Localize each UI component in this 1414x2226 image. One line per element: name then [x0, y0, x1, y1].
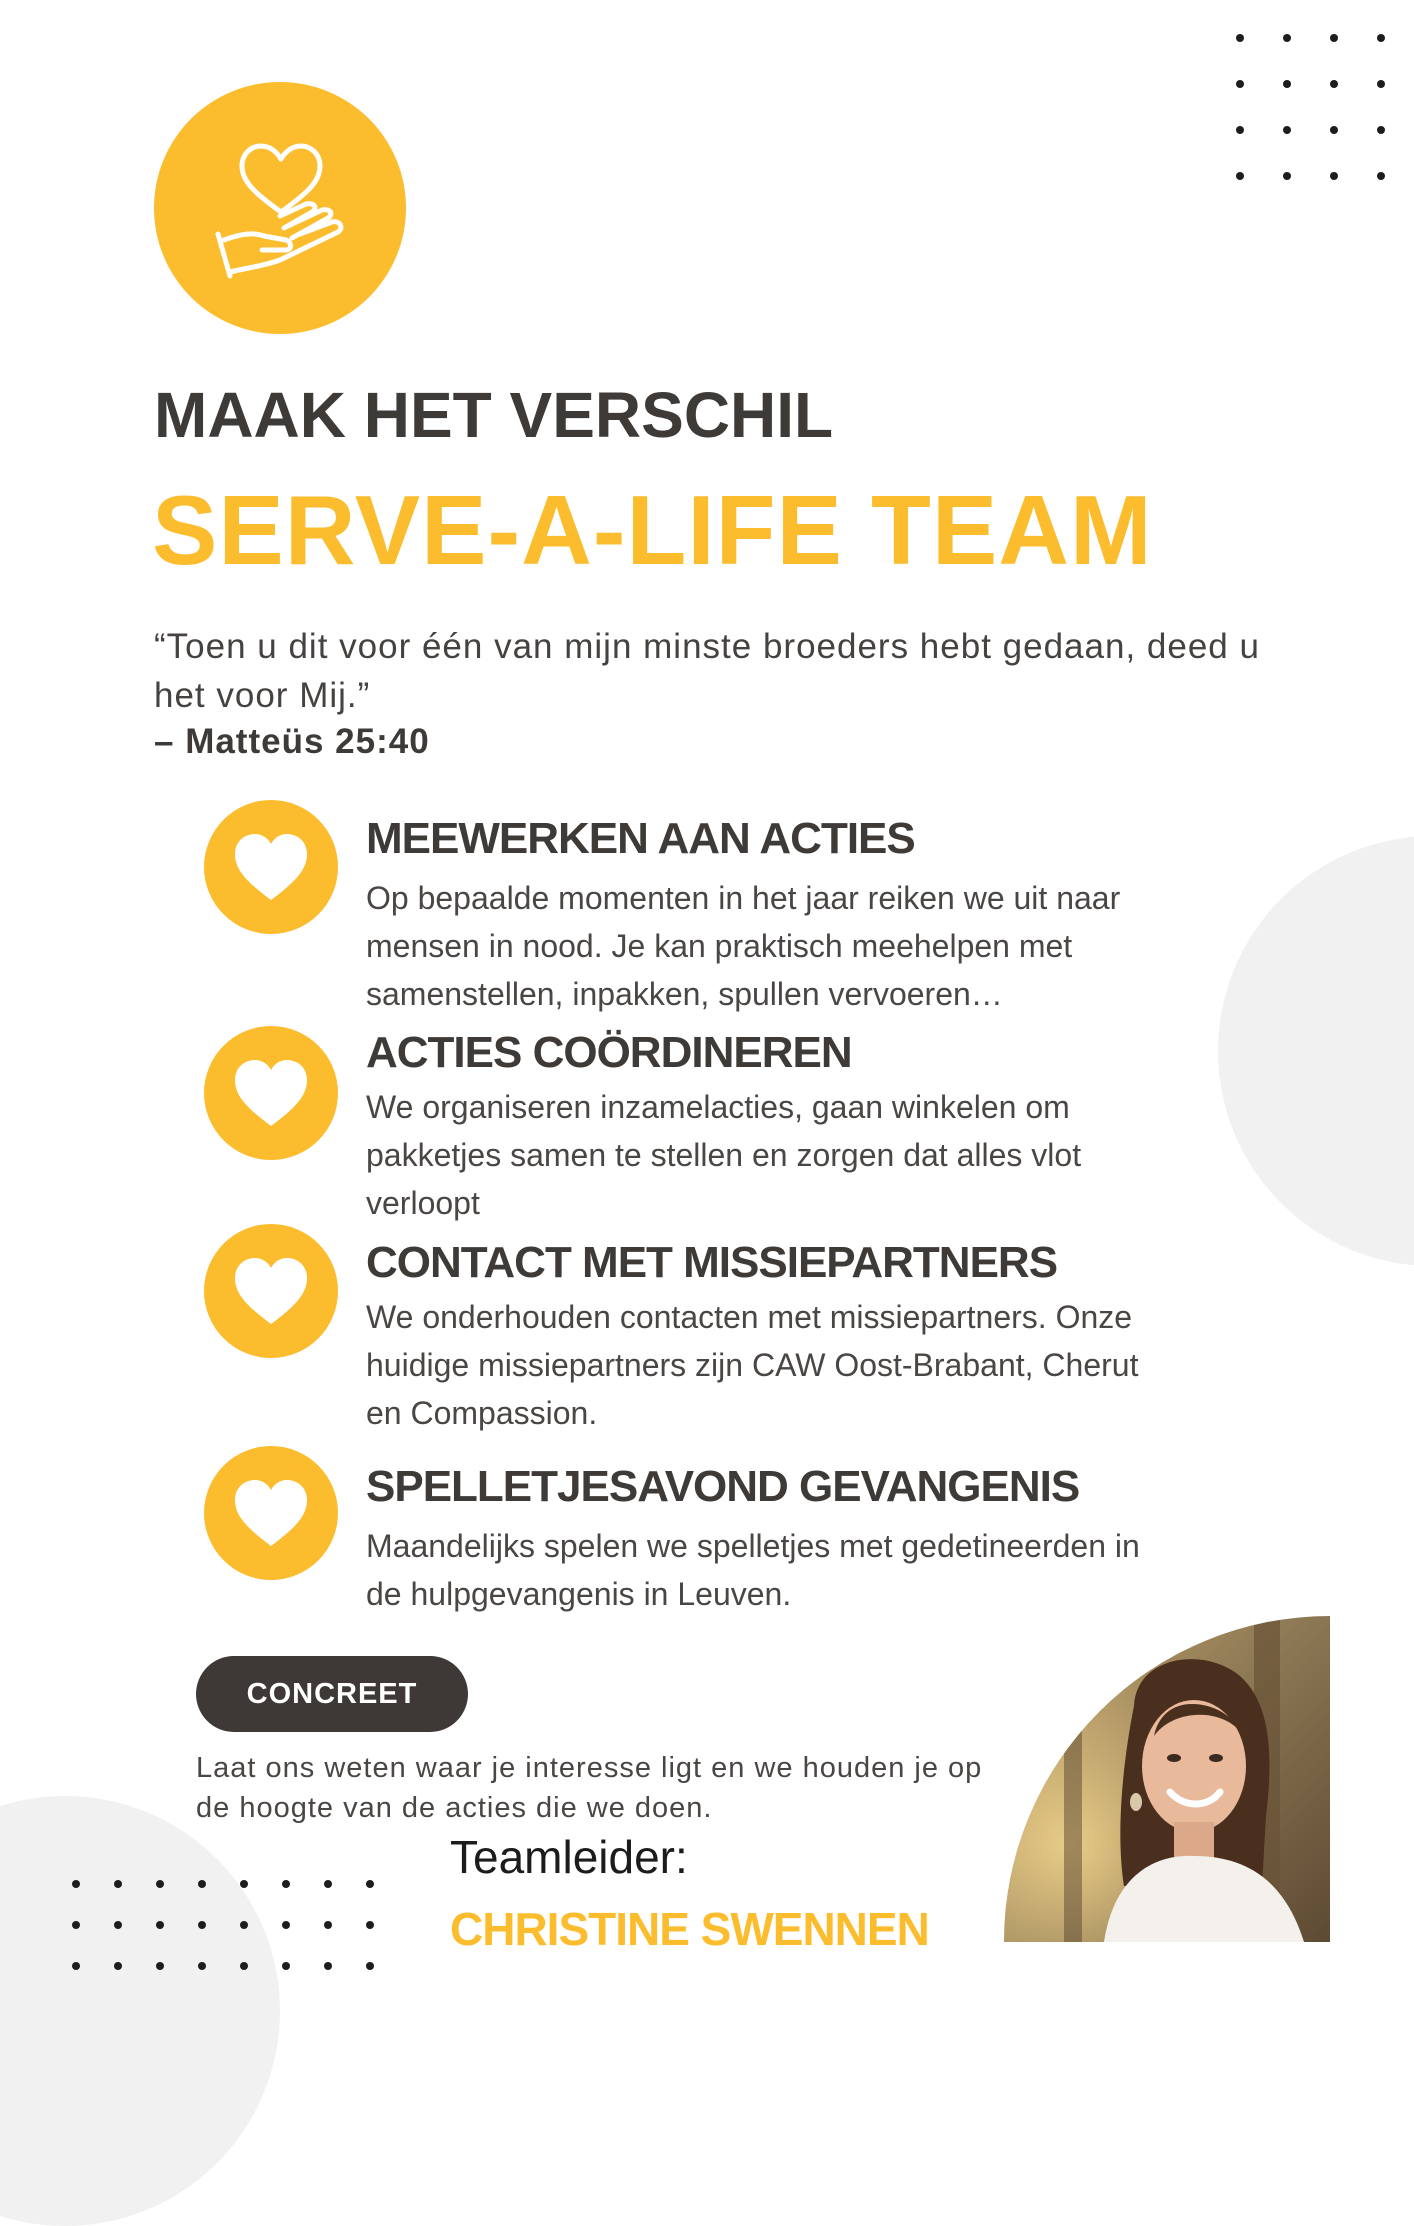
dot-pattern-top [1236, 34, 1385, 180]
heart-icon [233, 1256, 309, 1326]
dot-pattern-bottom [72, 1880, 374, 1970]
item-description: We onderhouden contacten met missiepartners. Onze huidige missiepartners zijn CAW Oost-Brabant, Cherut en Compassion. [366, 1299, 1139, 1431]
teamleader-photo [1004, 1616, 1330, 1942]
item-description: We organiseren inzamelacties, gaan winkelen om pakketjes samen te stellen en zorgen dat alles vlot verloopt [366, 1089, 1082, 1221]
item-title: CONTACT MET MISSIEPARTNERS [366, 1238, 1058, 1287]
quote-reference: – Matteüs 25:40 [154, 722, 430, 761]
concreet-badge: CONCREET [196, 1656, 468, 1732]
decorative-circle-right [1218, 836, 1414, 1266]
item-description: Op bepaalde momenten in het jaar reiken we uit naar mensen in nood. Je kan praktisch meehelpen met samenstellen, inpakken, spullen vervoeren… [366, 880, 1121, 1012]
heart-icon [233, 832, 309, 902]
item-description: Maandelijks spelen we spelletjes met gedetineerden in de hulpgevangenis in Leuven. [366, 1528, 1140, 1612]
decorative-circle-bottom [0, 1796, 280, 2226]
page-subtitle: SERVE-A-LIFE TEAM [152, 475, 1153, 585]
teamleader-name: CHRISTINE SWENNEN [450, 1903, 929, 1955]
heart-icon-badge [204, 1446, 338, 1580]
bible-quote: “Toen u dit voor één van mijn minste broeders hebt gedaan, deed u het voor Mij.” [154, 627, 1260, 715]
page-title: MAAK HET VERSCHIL [154, 379, 834, 451]
heart-icon [233, 1058, 309, 1128]
heart-icon-badge [204, 1026, 338, 1160]
item-title: MEEWERKEN AAN ACTIES [366, 814, 915, 863]
heart-icon [233, 1478, 309, 1548]
logo-badge [154, 82, 406, 334]
heart-icon-badge [204, 800, 338, 934]
concreet-text: Laat ons weten waar je interesse ligt en we houden je op de hoogte van de acties die we doen. [196, 1752, 983, 1824]
item-title: SPELLETJESAVOND GEVANGENIS [366, 1462, 1080, 1511]
item-title: ACTIES COÖRDINEREN [366, 1028, 852, 1077]
teamleader-label: Teamleider: [450, 1831, 688, 1883]
heart-in-hand-icon [206, 136, 356, 286]
heart-icon-badge [204, 1224, 338, 1358]
